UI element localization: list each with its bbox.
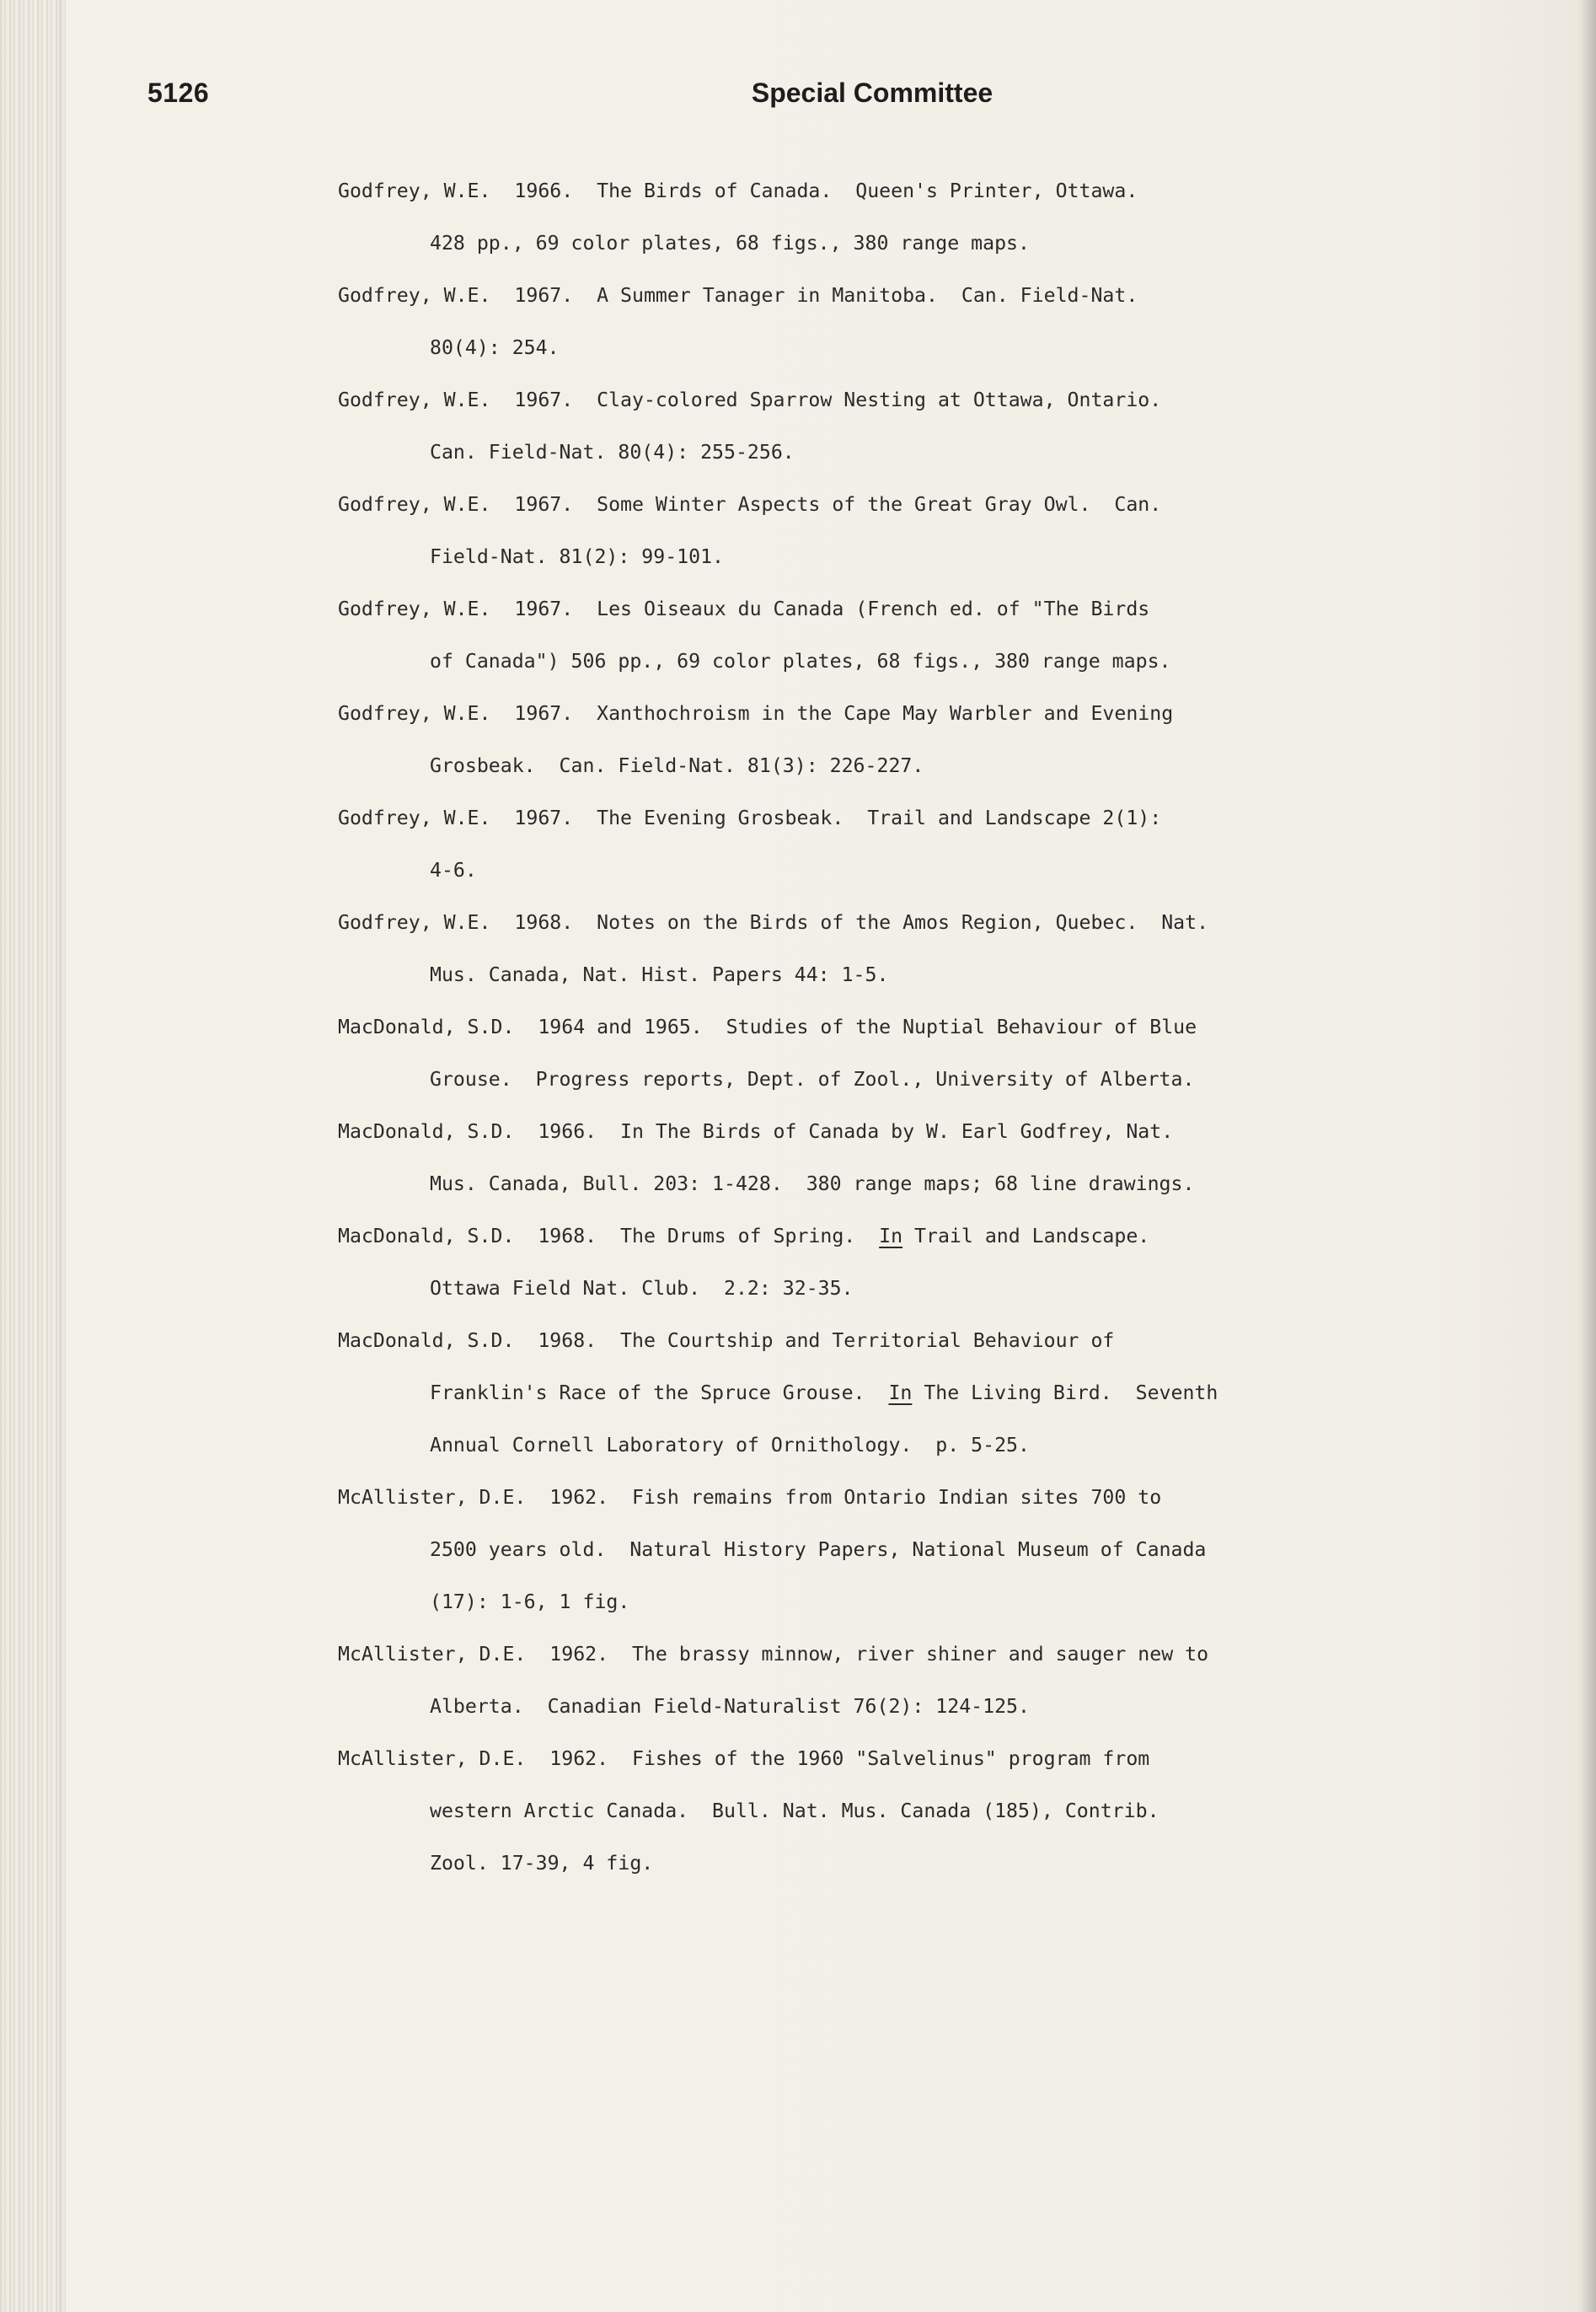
reference-text: Grouse. Progress reports, Dept. of Zool., University of Alberta. [430, 1068, 1195, 1091]
reference-text: Godfrey, W.E. 1967. The Evening Grosbeak. Trail and Landscape 2(1): [338, 807, 1162, 829]
reference-continuation-line [338, 1376, 1332, 1429]
reference-continuation-line [338, 854, 1332, 906]
reference-text: Godfrey, W.E. 1967. Les Oiseaux du Canada (French ed. of "The Birds [338, 598, 1150, 620]
reference-entry [338, 593, 1332, 697]
reference-continuation-line [338, 1063, 1332, 1115]
reference-text: Godfrey, W.E. 1967. A Summer Tanager in Manitoba. Can. Field-Nat. [338, 284, 1138, 307]
reference-first-line [338, 1115, 1332, 1167]
reference-continuation-line [338, 1690, 1332, 1742]
reference-text: of Canada") 506 pp., 69 color plates, 68 figs., 380 range maps. [430, 650, 1171, 673]
reference-text: The Living Bird. Seventh [912, 1381, 1218, 1404]
page-edge-stack [0, 0, 66, 2312]
page-header [147, 78, 1496, 120]
reference-text: MacDonald, S.D. 1968. The Courtship and Territorial Behaviour of [338, 1329, 1115, 1352]
reference-text: McAllister, D.E. 1962. Fishes of the 1960 "Salvelinus" program from [338, 1747, 1150, 1770]
reference-text: Mus. Canada, Nat. Hist. Papers 44: 1-5. [430, 963, 889, 986]
reference-text: Zool. 17-39, 4 fig. [430, 1852, 654, 1875]
reference-text: 4-6. [430, 859, 477, 882]
reference-text: Godfrey, W.E. 1967. Xanthochroism in the Cape May Warbler and Evening [338, 702, 1174, 725]
reference-text: Alberta. Canadian Field-Naturalist 76(2): 124-125. [430, 1695, 1030, 1718]
reference-first-line [338, 1011, 1332, 1063]
reference-text: Godfrey, W.E. 1968. Notes on the Birds of the Amos Region, Quebec. Nat. [338, 911, 1209, 934]
reference-entry [338, 1011, 1332, 1115]
reference-text: western Arctic Canada. Bull. Nat. Mus. Canada (185), Contrib. [430, 1800, 1160, 1822]
reference-continuation-line [338, 958, 1332, 1011]
reference-text: Godfrey, W.E. 1966. The Birds of Canada. Queen's Printer, Ottawa. [338, 180, 1138, 202]
running-title: Special Committee [751, 78, 993, 108]
reference-continuation-line [338, 436, 1332, 488]
reference-first-line [338, 1220, 1332, 1272]
reference-first-line [338, 279, 1332, 331]
reference-text: 2500 years old. Natural History Papers, National Museum of Canada [430, 1538, 1207, 1561]
reference-text: Franklin's Race of the Spruce Grouse. [430, 1381, 889, 1404]
reference-text: MacDonald, S.D. 1966. In The Birds of Canada by W. Earl Godfrey, Nat. [338, 1120, 1174, 1143]
reference-text: Godfrey, W.E. 1967. Clay-colored Sparrow Nesting at Ottawa, Ontario. [338, 389, 1162, 411]
page-number: 5126 [147, 78, 210, 108]
reference-text: Godfrey, W.E. 1967. Some Winter Aspects of the Great Gray Owl. Can. [338, 493, 1162, 516]
reference-continuation-line [338, 645, 1332, 697]
reference-entry [338, 1742, 1332, 1899]
reference-continuation-line [338, 1585, 1332, 1638]
reference-entry [338, 1638, 1332, 1742]
page-fold-shadow [1581, 0, 1596, 2312]
reference-continuation-line [338, 1167, 1332, 1220]
reference-first-line [338, 1742, 1332, 1794]
reference-text: MacDonald, S.D. 1964 and 1965. Studies of the Nuptial Behaviour of Blue [338, 1016, 1197, 1038]
reference-first-line [338, 1324, 1332, 1376]
reference-text: McAllister, D.E. 1962. Fish remains from Ontario Indian sites 700 to [338, 1486, 1162, 1509]
underlined-word: In [888, 1381, 913, 1404]
reference-continuation-line [338, 331, 1332, 384]
reference-entry [338, 1324, 1332, 1481]
reference-entry [338, 1481, 1332, 1638]
reference-text: (17): 1-6, 1 fig. [430, 1591, 630, 1613]
reference-continuation-line [338, 1272, 1332, 1324]
reference-continuation-line [338, 1429, 1332, 1481]
reference-continuation-line [338, 227, 1332, 279]
reference-first-line [338, 384, 1332, 436]
reference-first-line [338, 802, 1332, 854]
reference-entry [338, 174, 1332, 279]
reference-text: Mus. Canada, Bull. 203: 1-428. 380 range maps; 68 line drawings. [430, 1172, 1195, 1195]
reference-entry [338, 488, 1332, 593]
reference-entry [338, 906, 1332, 1011]
reference-text: 80(4): 254. [430, 336, 560, 359]
reference-entry [338, 697, 1332, 802]
reference-continuation-line [338, 1533, 1332, 1585]
reference-entry [338, 1115, 1332, 1220]
underlined-word: In [879, 1225, 903, 1247]
reference-text: Field-Nat. 81(2): 99-101. [430, 545, 725, 568]
reference-first-line [338, 488, 1332, 540]
reference-first-line [338, 697, 1332, 749]
reference-text: Grosbeak. Can. Field-Nat. 81(3): 226-227. [430, 754, 924, 777]
reference-text: Annual Cornell Laboratory of Ornithology. p. 5-25. [430, 1434, 1030, 1456]
reference-first-line [338, 1481, 1332, 1533]
reference-entry [338, 1220, 1332, 1324]
reference-continuation-line [338, 540, 1332, 593]
reference-entry [338, 279, 1332, 384]
reference-list [338, 174, 1332, 1899]
reference-text: Trail and Landscape. [902, 1225, 1150, 1247]
reference-continuation-line [338, 749, 1332, 802]
reference-first-line [338, 174, 1332, 227]
reference-continuation-line [338, 1847, 1332, 1899]
reference-entry [338, 802, 1332, 906]
reference-continuation-line [338, 1794, 1332, 1847]
reference-first-line [338, 1638, 1332, 1690]
reference-text: McAllister, D.E. 1962. The brassy minnow, river shiner and sauger new to [338, 1643, 1209, 1666]
reference-text: MacDonald, S.D. 1968. The Drums of Spring. [338, 1225, 880, 1247]
reference-text: Can. Field-Nat. 80(4): 255-256. [430, 441, 795, 464]
reference-entry [338, 384, 1332, 488]
reference-first-line [338, 593, 1332, 645]
reference-text: 428 pp., 69 color plates, 68 figs., 380 range maps. [430, 232, 1030, 255]
reference-text: Ottawa Field Nat. Club. 2.2: 32-35. [430, 1277, 854, 1300]
reference-first-line [338, 906, 1332, 958]
